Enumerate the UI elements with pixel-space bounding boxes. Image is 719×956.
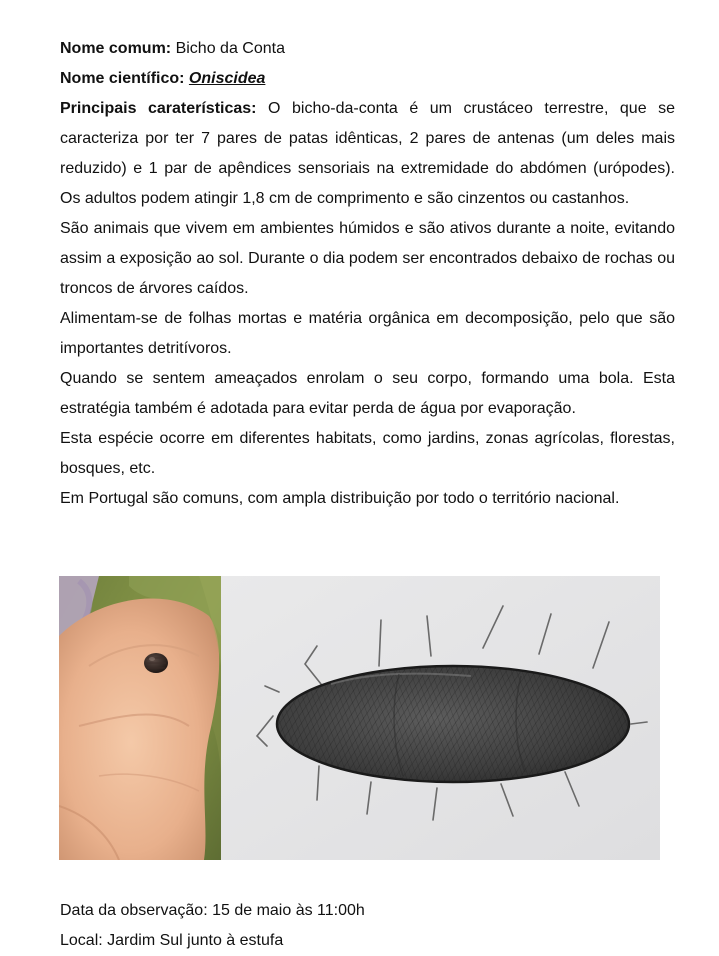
- common-name-line: [60, 34, 675, 64]
- species-sheet: [60, 34, 675, 514]
- pill-bug-drawing: [221, 576, 660, 860]
- diet-paragraph: Alimentam-se de folhas mortas e matéria orgânica em decomposição, pelo que são importantes detritívoros.: [60, 310, 675, 357]
- characteristics-label: Principais caraterísticas:: [60, 100, 257, 117]
- characteristics-paragraph: [60, 94, 675, 214]
- distribution-paragraph: Em Portugal são comuns, com ampla distribuição por todo o território nacional.: [60, 490, 620, 507]
- hand-photo: [59, 576, 221, 860]
- habitats-paragraph: Esta espécie ocorre em diferentes habitats, como jardins, zonas agrícolas, florestas, bosques, etc.: [60, 430, 675, 477]
- scientific-name-line: [60, 64, 675, 94]
- observation-date: Data da observação: 15 de maio às 11:00h: [60, 902, 365, 919]
- observation-footer: [60, 896, 365, 956]
- characteristics-text: O bicho-da-conta é um crustáceo terrestre, que se caracteriza por ter 7 pares de patas idênticas, 2 pares de antenas (um deles mais reduzido) e 1 par de apêndices sensoriais na extremidade do abdómen (urópodes). Os adultos podem atingir 1,8 cm de comprimento e são cinzentos ou castanhos.: [60, 100, 676, 207]
- common-name-value: Bicho da Conta: [175, 40, 285, 57]
- defense-paragraph: Quando se sentem ameaçados enrolam o seu corpo, formando uma bola. Esta estratégia também é adotada para evitar perda de água por evaporação.: [60, 370, 675, 417]
- observation-images: [59, 576, 660, 860]
- scientific-name-label: Nome científico:: [60, 70, 185, 87]
- common-name-label: Nome comum:: [60, 40, 172, 57]
- scientific-name-value: Oniscidea: [188, 70, 266, 87]
- habitat-activity-paragraph: São animais que vivem em ambientes húmidos e são ativos durante a noite, evitando assim a exposição ao sol. Durante o dia podem ser encontrados debaixo de rochas ou troncos de árvores caídos.: [60, 220, 675, 297]
- observation-location: Local: Jardim Sul junto à estufa: [60, 932, 284, 949]
